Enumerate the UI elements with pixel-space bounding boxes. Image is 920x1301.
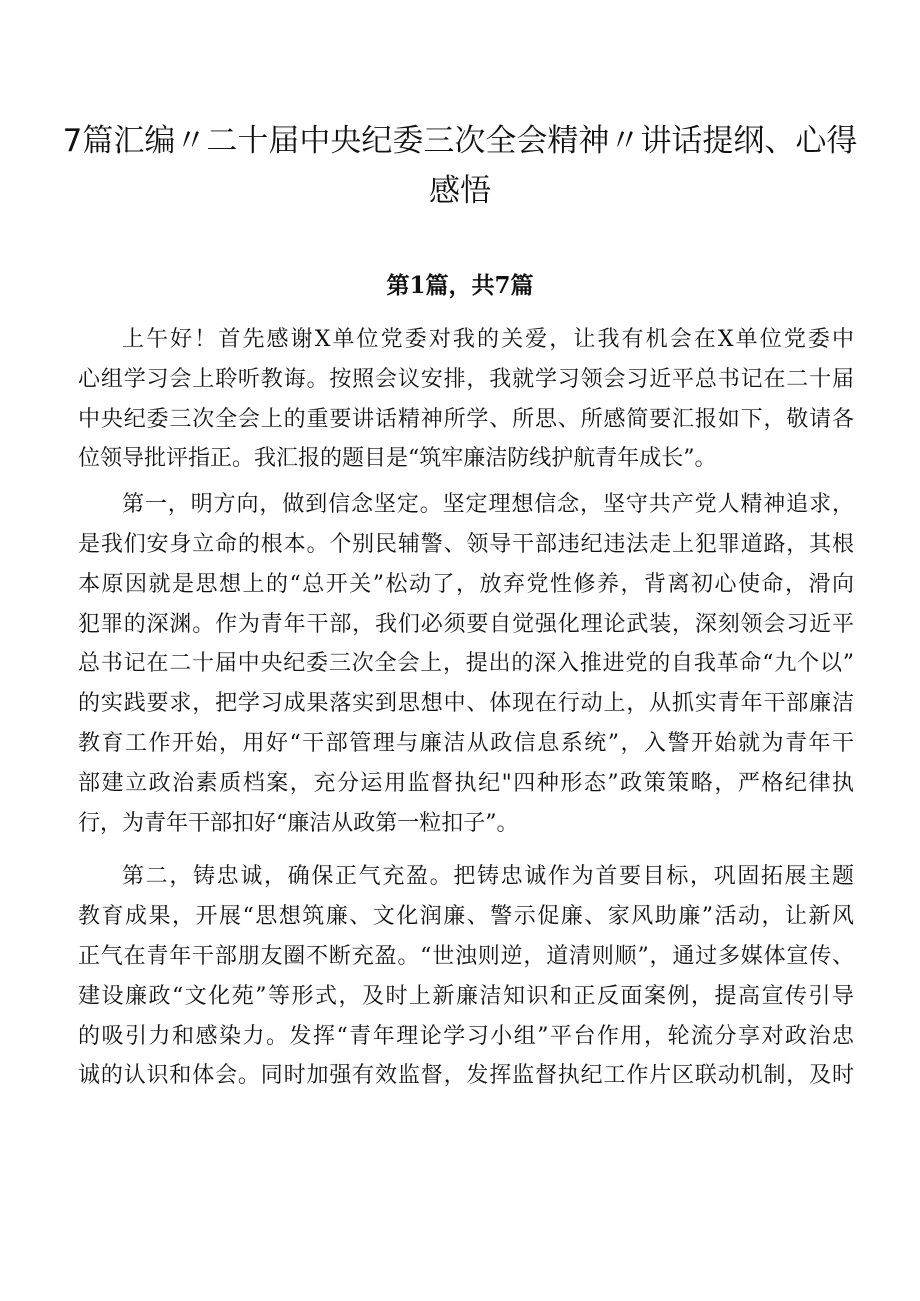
text-line: 犯罪的深渊。作为青年干部，我们必须要自觉强化理论武装，深刻领会习近平 <box>78 611 854 637</box>
text-line: 心组学习会上聆听教诲。按照会议安排，我就学习领会习近平总书记在二十届 <box>78 366 854 392</box>
text-line: 是我们安身立命的根本。个别民辅警、领导干部违纪违法走上犯罪道路，其根 <box>78 531 854 557</box>
text-line: 教育成果，开展“思想筑廉、文化润廉、警示促廉、家风助廉”活动，让新风 <box>78 904 854 930</box>
text-line: 正气在青年干部朋友圈不断充盈。“世浊则逆，道清则顺”，通过多媒体宣传、 <box>78 943 854 969</box>
text-line: 位领导批评指正。我汇报的题目是“筑牢廉洁防线护航青年成长”。 <box>78 446 717 472</box>
title-line: 7篇汇编〃二十届中央纪委三次全会精神〃讲话提纲、心得 <box>62 123 858 159</box>
text-line: 教育工作开始，用好“干部管理与廉洁从政信息系统”，入警开始就为青年干 <box>78 730 854 756</box>
text-line: 诚的认识和体会。同时加强有效监督，发挥监督执纪工作片区联动机制，及时 <box>78 1063 854 1089</box>
text-line: 的吸引力和感染力。发挥“青年理论学习小组”平台作用，轮流分享对政治忠 <box>78 1023 854 1049</box>
text-line: 行，为青年干部扣好“廉洁从政第一粒扣子”。 <box>78 810 519 836</box>
text-line: 本原因就是思想上的“总开关”松动了，放弃党性修养，背离初心使命，滑向 <box>78 571 854 597</box>
paragraph-intro <box>78 320 854 479</box>
title-line: 感悟 <box>429 173 491 209</box>
paragraph-first-point <box>78 485 854 843</box>
document-title <box>60 116 860 216</box>
text-line: 上午好！首先感谢X单位党委对我的关爱，让我有机会在X单位党委中 <box>122 327 854 352</box>
text-line: 的实践要求，把学习成果落实到思想中、体现在行动上，从抓实青年干部廉洁 <box>78 691 854 717</box>
paragraph-second-point <box>78 857 854 1096</box>
text-line: 建设廉政“文化苑”等形式，及时上新廉洁知识和正反面案例，提高宣传引导 <box>78 983 854 1009</box>
section-heading: 第1篇，共7篇 <box>386 272 534 299</box>
document-body <box>78 320 854 1096</box>
text-line: 总书记在二十届中央纪委三次全会上，提出的深入推进党的自我革命“九个以” <box>78 651 854 677</box>
text-line: 第一，明方向，做到信念坚定。坚定理想信念，坚守共产党人精神追求， <box>122 492 854 518</box>
text-line: 第二，铸忠诚，确保正气充盈。把铸忠诚作为首要目标，巩固拓展主题 <box>122 864 854 890</box>
text-line: 部建立政治素质档案，充分运用监督执纪"四种形态”政策策略，严格纪律执 <box>78 770 854 796</box>
text-line: 中央纪委三次全会上的重要讲话精神所学、所思、所感简要汇报如下，敬请各 <box>78 406 854 432</box>
